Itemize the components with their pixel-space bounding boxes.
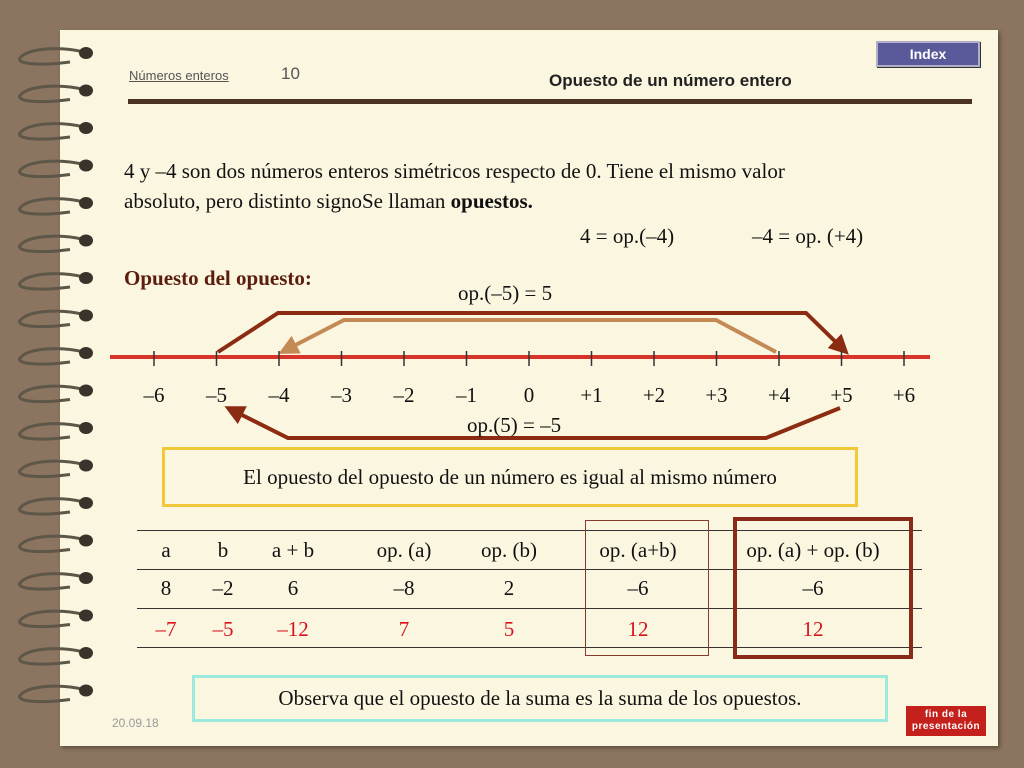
arrow-bottom-label: op.(5) = –5 xyxy=(467,413,562,437)
table-cell: 7 xyxy=(398,617,410,641)
end-presentation-button[interactable] xyxy=(906,706,986,736)
rule-box-opposite: El opuesto del opuesto de un número es igual al mismo número xyxy=(162,447,858,507)
table-cell: –6 xyxy=(802,576,824,600)
intro-text-bold: opuestos. xyxy=(450,189,533,213)
number-line-label: +5 xyxy=(830,383,853,407)
table-header: op. (a) + op. (b) xyxy=(746,538,880,562)
table-cell: –2 xyxy=(212,576,234,600)
number-line-label: 0 xyxy=(523,383,535,407)
table-header: op. (b) xyxy=(481,538,537,562)
table-cell: 6 xyxy=(287,576,299,600)
table-cell: 2 xyxy=(503,576,515,600)
number-line-label: –3 xyxy=(331,383,352,407)
table-header: op. (a+b) xyxy=(599,538,677,562)
slide-number: 10 xyxy=(281,64,300,83)
number-line-label: +3 xyxy=(705,383,728,407)
intro-text-prefix: absoluto, pero distinto signoSe llaman xyxy=(124,189,451,213)
number-line-label: +1 xyxy=(580,383,603,407)
inner-arrow-top xyxy=(282,320,776,352)
table-cell: 5 xyxy=(503,617,515,641)
breadcrumb-link[interactable]: Números enteros xyxy=(129,68,229,83)
end-button-line-1: fin de la xyxy=(924,709,968,720)
table-cell: 12 xyxy=(627,617,649,641)
index-button[interactable]: Index xyxy=(876,41,980,67)
number-line-label: +4 xyxy=(767,383,791,407)
table-cell: –6 xyxy=(627,576,649,600)
table-cell: –12 xyxy=(277,617,309,641)
rule-box-sum: Observa que el opuesto de la suma es la suma de los opuestos. xyxy=(192,675,888,722)
slide-title: Opuesto de un número entero xyxy=(549,71,792,90)
table-header: b xyxy=(217,538,229,562)
highlight-box-sum-op xyxy=(733,517,913,659)
number-line-label: –1 xyxy=(456,383,477,407)
equation-op-plus-4: –4 = op. (+4) xyxy=(752,224,864,248)
section-heading: Opuesto del opuesto: xyxy=(124,266,312,290)
footer-date: 20.09.18 xyxy=(112,716,159,730)
number-line-label: +6 xyxy=(892,383,916,407)
number-line-label: –6 xyxy=(143,383,165,407)
table-cell: –7 xyxy=(155,617,177,641)
number-line-label: –4 xyxy=(268,383,290,407)
arrow-top-label: op.(–5) = 5 xyxy=(458,281,553,305)
table-cell: –5 xyxy=(212,617,234,641)
highlight-box-op-sum xyxy=(585,520,709,656)
table-cell: 12 xyxy=(802,617,824,641)
number-line-label: –5 xyxy=(206,383,227,407)
intro-text-line-1: 4 y –4 son dos números enteros simétricos respecto de 0. Tiene el mismo valor xyxy=(124,159,785,183)
table-cell: 8 xyxy=(160,576,172,600)
end-button-line-2: presentación xyxy=(911,721,981,732)
table-cell: –8 xyxy=(393,576,415,600)
number-line-label: –2 xyxy=(393,383,415,407)
table-header: op. (a) xyxy=(376,538,432,562)
number-line-label: +2 xyxy=(642,383,666,407)
table-header: a xyxy=(161,538,171,562)
equation-op-minus-4: 4 = op.(–4) xyxy=(580,224,675,248)
table-header: a + b xyxy=(271,538,315,562)
